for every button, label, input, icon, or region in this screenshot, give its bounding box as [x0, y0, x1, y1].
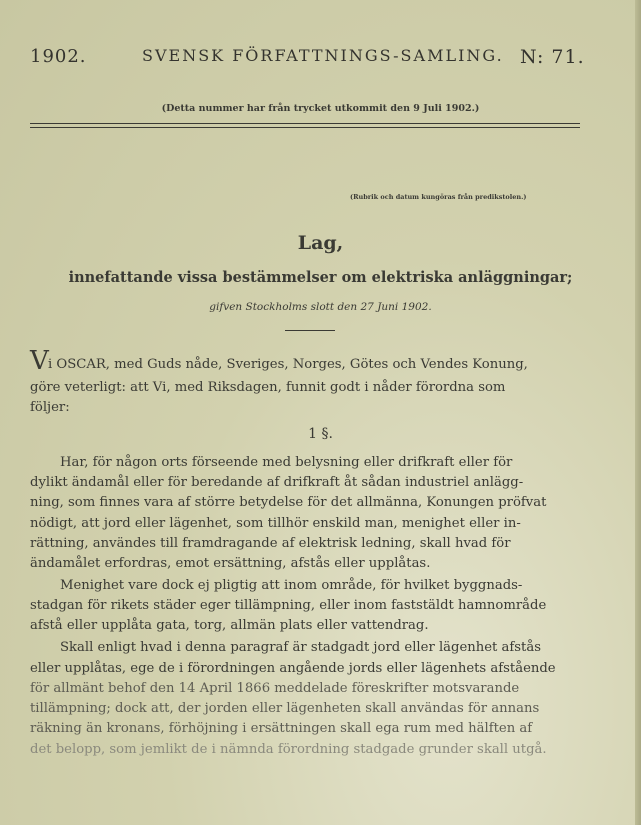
header-year: 1902.	[30, 46, 87, 67]
issued-note: (Detta nummer har från trycket utkommit den 9 Juli 1902.)	[161, 103, 480, 114]
drop-cap: V	[30, 346, 49, 376]
paragraph-line: eller upplåtas, ege de i förordningen angående jords eller lägenhets afstående	[30, 661, 556, 676]
header-number: N: 71.	[520, 46, 585, 68]
header-rule-bottom	[30, 127, 580, 128]
paragraph-line: nödigt, att jord eller lägenhet, som tillhör enskild man, menighet eller in-	[30, 516, 521, 531]
paragraph-line: dylikt ändamål eller för beredande af drifkraft åt sådan industriel anlägg-	[30, 475, 524, 490]
law-given-line: gifven Stockholms slott den 27 Juni 1902.	[209, 301, 432, 313]
law-subtitle: innefattande vissa bestämmelser om elektriska anläggningar;	[68, 269, 573, 286]
section-number: 1 §.	[308, 426, 333, 442]
paragraph-line: Har, för någon orts förseende med belysning eller drifkraft eller för	[60, 455, 513, 470]
paragraph-line: Menighet vare dock ej pligtig att inom område, för hvilket byggnads-	[60, 578, 523, 593]
paragraph-line: Skall enligt hvad i denna paragraf är stadgadt jord eller lägenhet afstås	[60, 640, 541, 655]
header-title: SVENSK FÖRFATTNINGS-SAMLING.	[142, 46, 504, 65]
law-title: Lag,	[297, 232, 344, 254]
header-rule-top	[30, 123, 580, 124]
paragraph-line: ändamålet erfordras, emot ersättning, afstås eller upplåtas.	[30, 556, 431, 571]
paragraph-line: stadgan för rikets städer eger tillämpning, eller inom faststäldt hamnområde	[30, 598, 547, 613]
preamble-line-1: i OSCAR, med Guds nåde, Sveriges, Norges, Götes och Vendes Konung,	[48, 357, 528, 372]
paragraph-line: räkning än kronans, förhöjning i ersättningen skall ega rum med hälften af	[30, 721, 533, 736]
paragraph-line: afstå eller upplåta gata, torg, allmän plats eller vattendrag.	[30, 618, 429, 633]
paragraph-line: tillämpning; dock att, der jorden eller lägenheten skall användas för annans	[30, 701, 540, 716]
paragraph-line: ning, som finnes vara af större betydelse för det allmänna, Konungen pröfvat	[30, 495, 547, 510]
paragraph-line: för allmänt behof den 14 April 1866 meddelade föreskrifter motsvarande	[30, 681, 520, 696]
paragraph-line: rättning, användes till framdragande af elektrisk ledning, skall hvad för	[30, 536, 511, 551]
paragraph-line: det belopp, som jemlikt de i nämnda förordning stadgade grunder skall utgå.	[30, 742, 547, 757]
preamble-line-3: följer:	[30, 400, 70, 415]
section-divider	[285, 330, 335, 331]
preamble-line-2: göre veterligt: att Vi, med Riksdagen, funnit godt i nåder förordna som	[30, 380, 506, 395]
rubric-note: (Rubrik och datum kungöras från predikstolen.)	[350, 193, 527, 201]
